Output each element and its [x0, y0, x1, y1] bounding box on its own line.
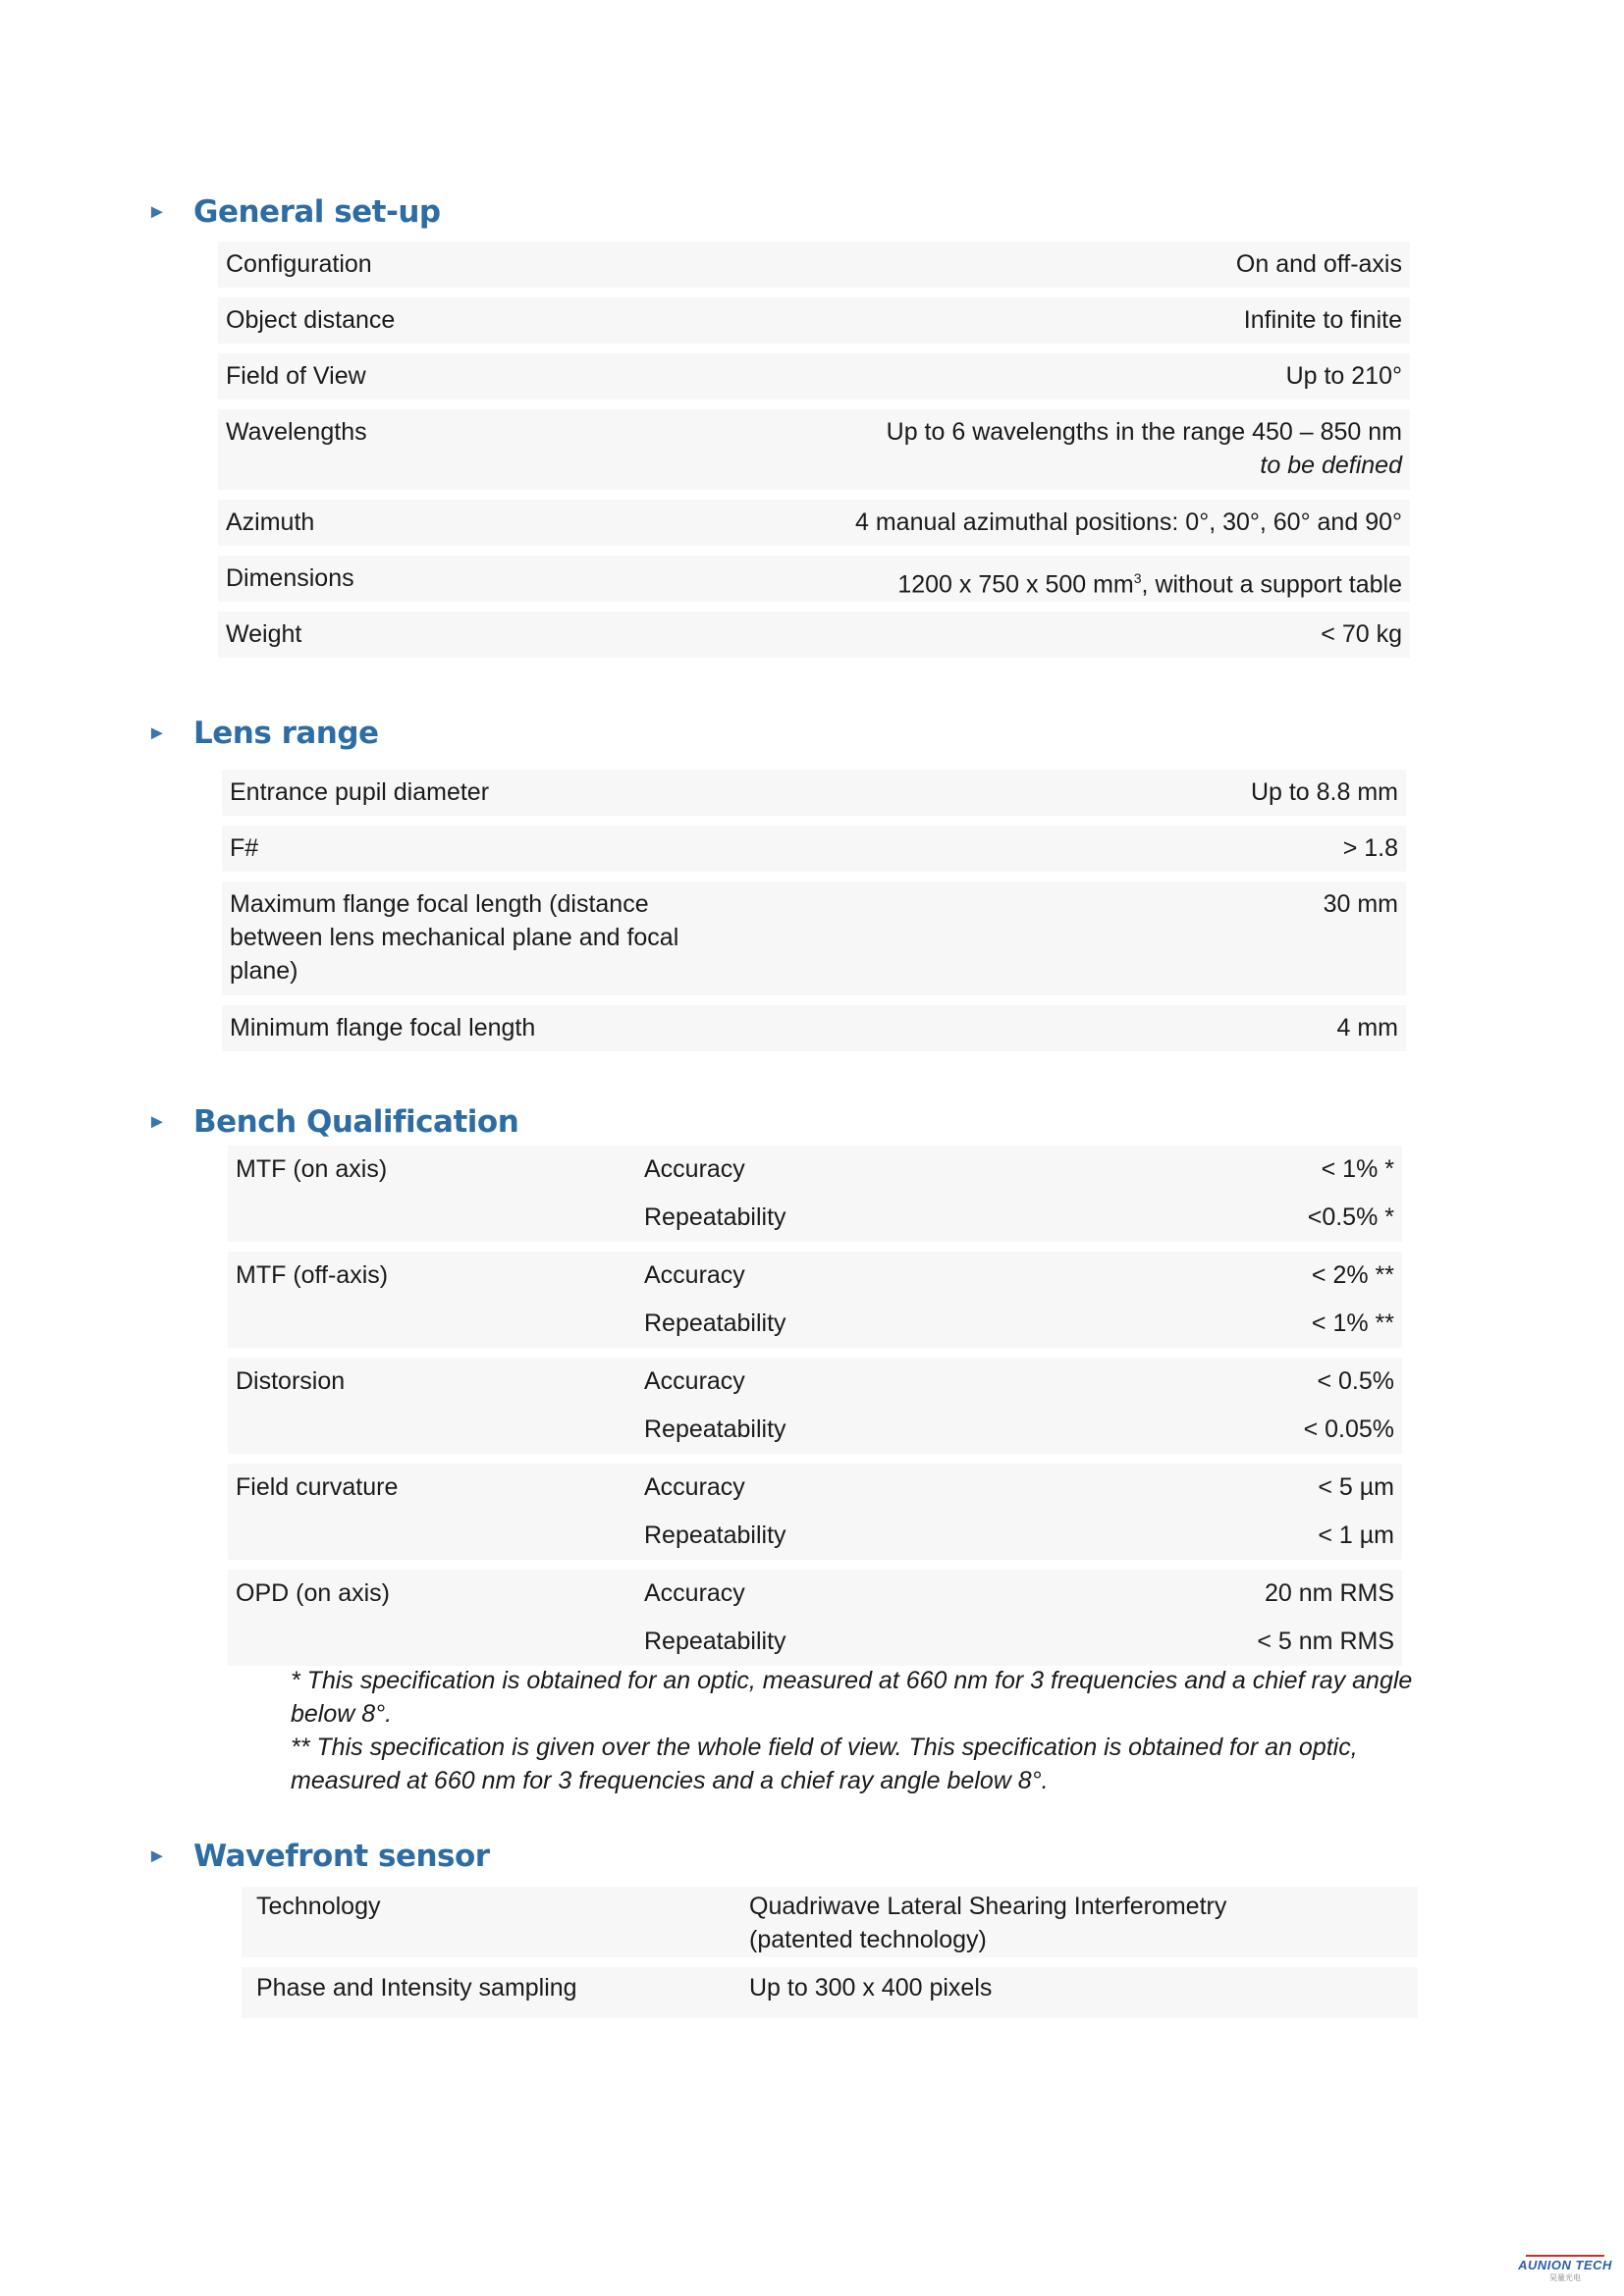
row-value — [897, 561, 1402, 601]
table-row — [218, 353, 1410, 400]
triangle-bullet-icon: ► — [147, 1844, 167, 1867]
row-label: Dimensions — [226, 564, 354, 592]
row-value: 30 mm — [1323, 890, 1398, 918]
table-row — [222, 881, 1406, 995]
row-label: Field of View — [226, 362, 366, 390]
section-general-title — [147, 194, 441, 230]
metric-name: OPD (on axis) — [236, 1579, 390, 1607]
row-value-note: to be defined — [1260, 452, 1402, 479]
section-lens-title — [147, 716, 379, 751]
table-row — [222, 826, 1406, 872]
row-value-part: 1200 x 750 x 500 mm — [897, 570, 1134, 599]
row-label: Weight — [226, 620, 302, 648]
accuracy-value: < 0.5% — [1317, 1367, 1394, 1395]
metric-name: MTF (on axis) — [236, 1155, 388, 1183]
accuracy-value: < 5 µm — [1318, 1473, 1394, 1501]
section-heading: Lens range — [193, 716, 379, 751]
row-label: Phase and Intensity sampling — [256, 1974, 577, 2002]
logo-underline — [1526, 2255, 1604, 2257]
row-label: Minimum flange focal length — [230, 1014, 536, 1041]
row-label: Object distance — [226, 306, 396, 334]
accuracy-label: Accuracy — [644, 1579, 745, 1607]
logo-text: AUNION TECH — [1518, 2258, 1612, 2272]
row-label-line: Maximum flange focal length (distance — [230, 890, 649, 918]
repeatability-label: Repeatability — [644, 1203, 786, 1231]
qualification-group — [228, 1358, 1402, 1454]
row-value: Up to 300 x 400 pixels — [749, 1974, 993, 2002]
accuracy-label: Accuracy — [644, 1261, 745, 1289]
table-row — [218, 297, 1410, 344]
row-value — [749, 1890, 1226, 1957]
row-label: Azimuth — [226, 508, 315, 536]
table-row — [222, 1005, 1406, 1051]
row-value: 4 manual azimuthal positions: 0°, 30°, 60° and 90° — [855, 508, 1402, 536]
repeatability-label: Repeatability — [644, 1628, 786, 1655]
triangle-bullet-icon: ► — [147, 721, 167, 744]
table-row — [222, 770, 1406, 816]
row-label: Configuration — [226, 250, 372, 278]
metric-name: MTF (off-axis) — [236, 1261, 389, 1289]
row-label-line: plane) — [230, 957, 298, 985]
table-row — [242, 1887, 1418, 1957]
footnote: * This specification is obtained for an optic, measured at 660 nm for 3 frequencies and a chief ray angle below 8°. — [291, 1667, 1413, 1728]
qualification-group — [228, 1146, 1402, 1242]
repeatability-value: < 1 µm — [1318, 1522, 1394, 1549]
row-value: On and off-axis — [1235, 250, 1402, 278]
repeatability-value: <0.5% * — [1307, 1203, 1394, 1231]
superscript: 3 — [1133, 570, 1142, 586]
accuracy-label: Accuracy — [644, 1473, 745, 1501]
footnotes — [291, 1664, 1449, 1797]
qualification-group — [228, 1464, 1402, 1560]
accuracy-value: < 1% * — [1321, 1155, 1394, 1183]
accuracy-label: Accuracy — [644, 1367, 745, 1395]
row-value-part: , without a support table — [1141, 570, 1402, 599]
footnote: ** This specification is given over the whole field of view. This specification is obtained for an optic, measured at 660 nm for 3 frequencies and a chief ray angle below 8°. — [291, 1734, 1358, 1794]
general-setup-table — [218, 241, 1410, 667]
accuracy-value: 20 nm RMS — [1265, 1579, 1394, 1607]
section-bench-title — [147, 1104, 518, 1140]
repeatability-value: < 5 nm RMS — [1257, 1628, 1394, 1655]
row-value: Up to 8.8 mm — [1250, 778, 1398, 806]
section-heading: Wavefront sensor — [193, 1839, 490, 1874]
triangle-bullet-icon: ► — [147, 200, 167, 223]
row-label-line: between lens mechanical plane and focal — [230, 924, 679, 951]
section-wavefront-title — [147, 1839, 490, 1874]
logo-subtext: 昊量光电 — [1549, 2273, 1581, 2282]
row-label: Technology — [256, 1893, 381, 1920]
row-value — [887, 415, 1402, 482]
section-heading: Bench Qualification — [193, 1104, 519, 1140]
qualification-group — [228, 1252, 1402, 1348]
accuracy-label: Accuracy — [644, 1155, 745, 1183]
company-logo — [1516, 2254, 1614, 2283]
table-row — [218, 556, 1410, 602]
repeatability-label: Repeatability — [644, 1309, 786, 1337]
row-value-line: Up to 6 wavelengths in the range 450 – 850 nm — [886, 418, 1402, 446]
wavefront-sensor-table — [242, 1887, 1418, 2028]
table-row — [218, 241, 1410, 288]
repeatability-label: Repeatability — [644, 1522, 786, 1549]
table-row — [242, 1967, 1418, 2018]
row-value: Infinite to finite — [1243, 306, 1402, 334]
row-label: Wavelengths — [226, 418, 367, 446]
row-value: > 1.8 — [1342, 834, 1398, 862]
row-value-line: (patented technology) — [749, 1926, 987, 1953]
row-label: Entrance pupil diameter — [230, 778, 490, 806]
row-value: < 70 kg — [1321, 620, 1402, 648]
table-row — [218, 409, 1410, 490]
metric-name: Field curvature — [236, 1473, 399, 1501]
row-value: Up to 210° — [1285, 362, 1402, 390]
row-value-line: Quadriwave Lateral Shearing Interferometry — [749, 1893, 1227, 1920]
section-heading: General set-up — [193, 194, 441, 230]
row-label: F# — [230, 834, 259, 862]
row-value: 4 mm — [1336, 1014, 1398, 1041]
accuracy-value: < 2% ** — [1311, 1261, 1394, 1289]
repeatability-label: Repeatability — [644, 1415, 786, 1443]
repeatability-value: < 1% ** — [1311, 1309, 1394, 1337]
table-row — [218, 500, 1410, 546]
lens-range-table — [222, 770, 1406, 1061]
metric-name: Distorsion — [236, 1367, 346, 1395]
qualification-group — [228, 1570, 1402, 1666]
triangle-bullet-icon: ► — [147, 1110, 167, 1133]
bench-qualification-table — [228, 1146, 1402, 1676]
table-row — [218, 612, 1410, 658]
row-label — [230, 887, 678, 988]
repeatability-value: < 0.05% — [1303, 1415, 1394, 1443]
